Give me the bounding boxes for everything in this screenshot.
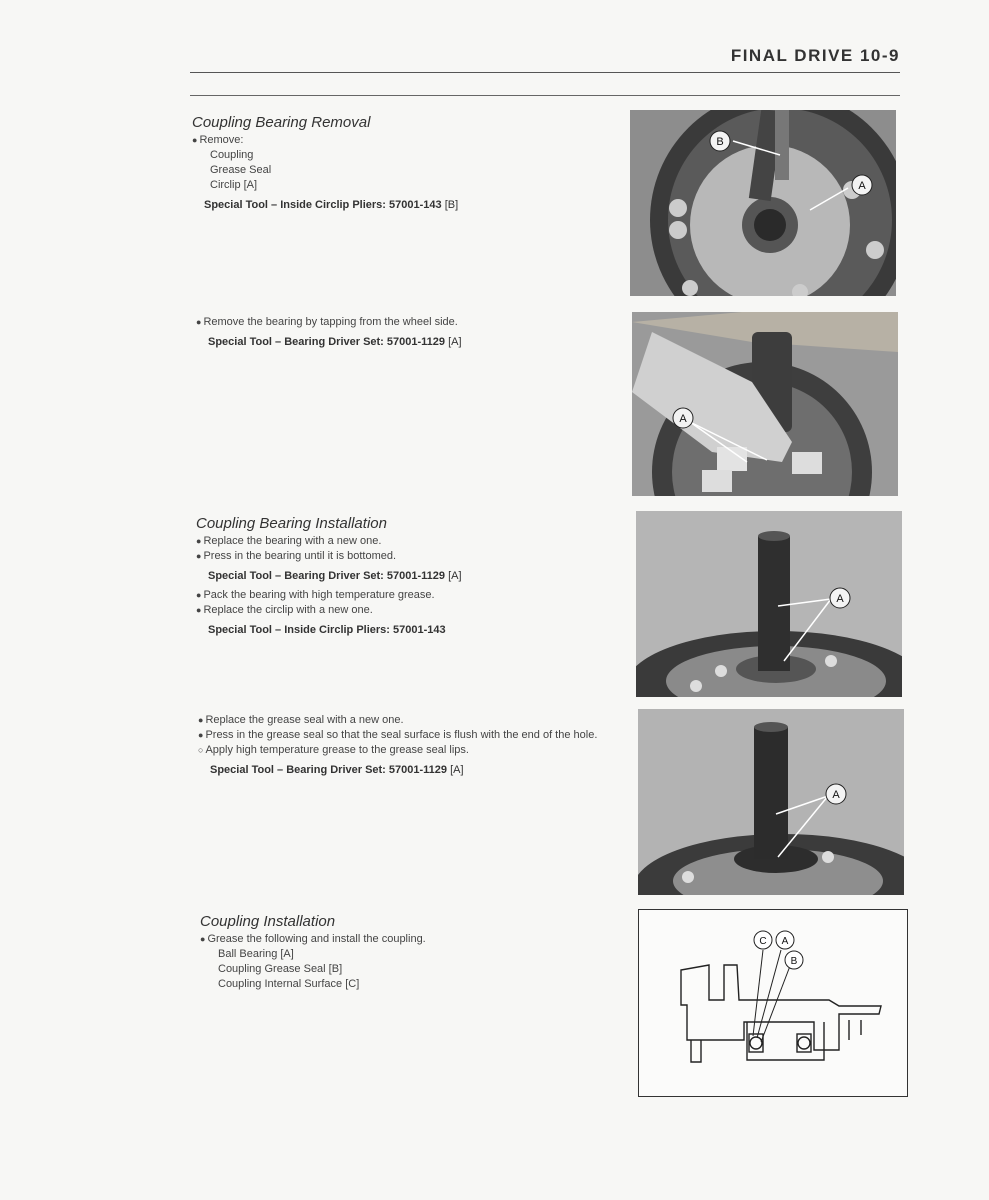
coupling-bearing-removal-section: [192, 114, 612, 217]
callout-label: A: [858, 180, 866, 192]
install-step: ● Pack the bearing with high temperature grease.: [196, 588, 616, 603]
coupling-bearing-installation-section: [196, 515, 616, 642]
grease-seal-section: [198, 713, 618, 782]
header-rule: [190, 72, 900, 73]
list-item: Coupling Internal Surface [C]: [218, 978, 360, 990]
special-tool-line: [204, 199, 612, 211]
tool-name: Special Tool – Bearing Driver Set:: [210, 764, 386, 776]
callout-c-icon: [754, 931, 772, 949]
tool-ref: [A]: [448, 336, 462, 348]
callout-label: C: [759, 936, 767, 947]
section-heading: Coupling Installation: [200, 913, 336, 930]
seal-note: ○ Apply high temperature grease to the grease seal lips.: [198, 743, 618, 758]
callout-a-icon: [826, 784, 846, 804]
remove-label: Remove:: [199, 134, 244, 146]
special-tool-line: [208, 336, 616, 348]
bearing-tapping-section: [196, 315, 616, 354]
tool-number: 57001-143: [393, 624, 446, 636]
tool-name: Special Tool – Bearing Driver Set:: [208, 570, 384, 582]
coupling-cross-section-diagram: [638, 909, 908, 1097]
callout-label: B: [716, 136, 724, 148]
remove-step: [192, 133, 612, 148]
callout-label: A: [832, 789, 840, 801]
bearing-install-photo: [636, 511, 902, 697]
coupling-step: ● Grease the following and install the coupling.: [200, 932, 620, 947]
tool-number: 57001-143: [389, 199, 442, 211]
callout-label: A: [781, 936, 789, 947]
list-item: Grease Seal: [210, 164, 272, 176]
circlip-removal-photo: [630, 110, 896, 296]
callout-a-icon: [776, 931, 794, 949]
list-item: Coupling Grease Seal [B]: [218, 963, 343, 975]
tool-number: 57001-1129: [386, 570, 446, 582]
seal-step: ● Press in the grease seal so that the seal surface is flush with the end of the hole.: [198, 728, 618, 743]
section-rule: [190, 95, 900, 96]
install-step: ● Replace the circlip with a new one.: [196, 603, 616, 618]
special-tool-line: [208, 624, 616, 636]
page-header: [190, 44, 900, 74]
section-heading: Coupling Bearing Removal: [192, 114, 371, 131]
tool-name: Special Tool – Inside Circlip Pliers:: [204, 199, 386, 211]
page-title: FINAL DRIVE 10-9: [730, 46, 900, 65]
list-item: Coupling: [210, 149, 254, 161]
tool-number: 57001-1129: [388, 764, 448, 776]
callout-label: A: [679, 413, 687, 425]
list-item: Circlip [A]: [210, 179, 258, 191]
install-step: ● Replace the bearing with a new one.: [196, 534, 616, 549]
tool-number: 57001-1129: [386, 336, 446, 348]
tool-name: Special Tool – Bearing Driver Set:: [208, 336, 384, 348]
seal-step: ● Replace the grease seal with a new one.: [198, 713, 618, 728]
bearing-tapping-photo: [632, 312, 898, 496]
callout-a-icon: [673, 408, 693, 428]
section-heading: Coupling Bearing Installation: [196, 515, 387, 532]
tool-ref: [A]: [450, 764, 464, 776]
callout-b-icon: [785, 951, 803, 969]
list-item: Ball Bearing [A]: [218, 948, 294, 960]
install-step: ● Press in the bearing until it is bottomed.: [196, 549, 616, 564]
callout-label: B: [790, 956, 798, 967]
coupling-installation-section: [200, 913, 620, 992]
tool-name: Special Tool – Inside Circlip Pliers:: [208, 624, 390, 636]
special-tool-line: [208, 570, 616, 582]
tool-ref: [A]: [448, 570, 462, 582]
grease-seal-install-photo: [638, 709, 904, 895]
tool-ref: [B]: [444, 199, 459, 211]
callout-a-icon: [830, 588, 850, 608]
tap-step: ● Remove the bearing by tapping from the wheel side.: [196, 315, 616, 330]
special-tool-line: [210, 764, 618, 776]
callout-a-icon: [852, 175, 872, 195]
callout-b-icon: [710, 131, 730, 151]
callout-label: A: [836, 593, 844, 605]
